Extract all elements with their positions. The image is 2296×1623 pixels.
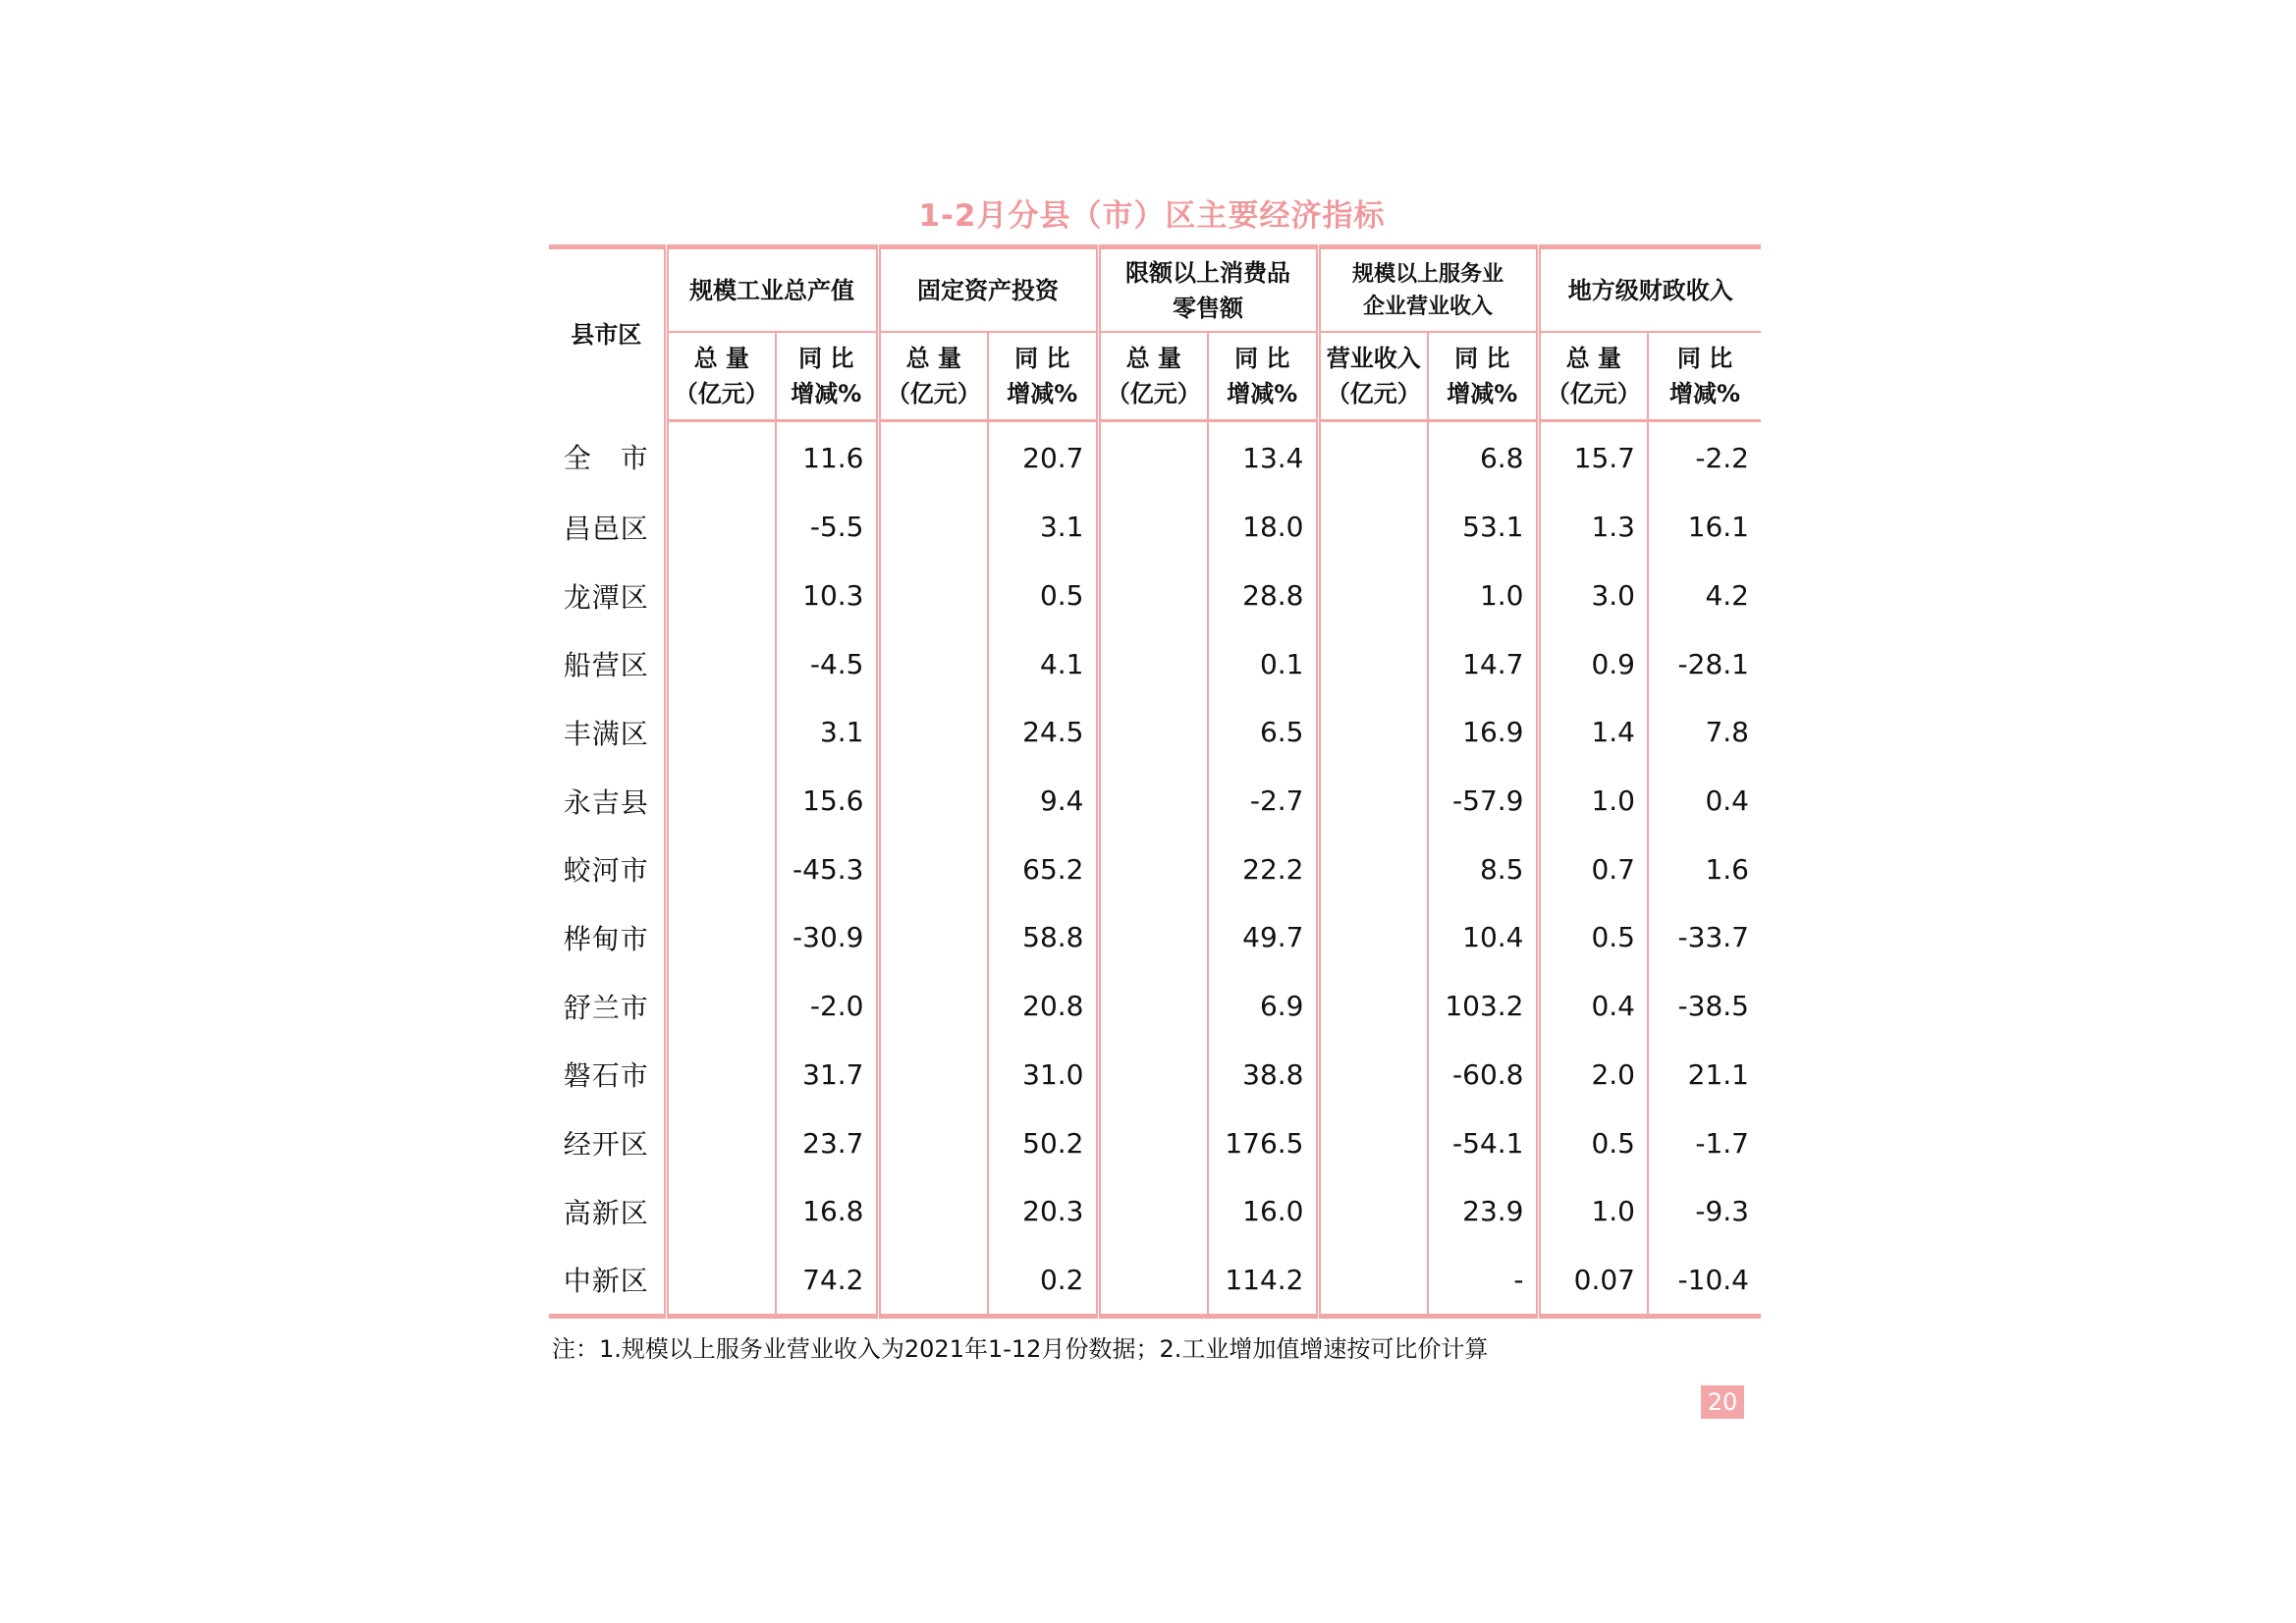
table-cell bbox=[1098, 629, 1208, 698]
table-cell: 0.7 bbox=[1538, 835, 1648, 903]
table-cell bbox=[666, 493, 776, 562]
table-cell: -5.5 bbox=[776, 493, 878, 562]
table-cell: 4.1 bbox=[988, 629, 1098, 698]
table-cell: 6.8 bbox=[1428, 421, 1538, 494]
table-cell bbox=[1318, 562, 1428, 630]
table-cell: 11.6 bbox=[776, 421, 878, 494]
row-label: 船营区 bbox=[549, 629, 666, 698]
table-cell: 0.07 bbox=[1538, 1246, 1648, 1317]
table-cell: -2.2 bbox=[1695, 441, 1749, 474]
table-cell: 10.4 bbox=[1428, 903, 1538, 972]
table-cell bbox=[878, 835, 988, 903]
table-cell: 103.2 bbox=[1428, 972, 1538, 1041]
table-cell bbox=[666, 972, 776, 1041]
table-cell bbox=[666, 421, 776, 494]
table-cell: 31.0 bbox=[988, 1041, 1098, 1109]
table-cell bbox=[1098, 562, 1208, 630]
table-cell: 9.4 bbox=[988, 767, 1098, 836]
table-cell: 10.3 bbox=[776, 562, 878, 630]
table-row bbox=[549, 629, 1761, 698]
table-cell bbox=[1318, 1246, 1428, 1317]
table-row bbox=[549, 493, 1761, 562]
table-cell: 0.4 bbox=[1705, 784, 1749, 818]
table-cell bbox=[878, 1041, 988, 1109]
table-row bbox=[549, 1041, 1761, 1109]
table-cell: 16.8 bbox=[776, 1177, 878, 1246]
table-cell bbox=[1098, 835, 1208, 903]
row-label: 磐石市 bbox=[549, 1041, 666, 1109]
row-label: 昌邑区 bbox=[549, 493, 666, 562]
table-cell: 28.8 bbox=[1208, 562, 1318, 630]
table-cell bbox=[666, 1109, 776, 1177]
table-cell bbox=[1318, 903, 1428, 972]
table-cell: 38.8 bbox=[1208, 1041, 1318, 1109]
table-cell bbox=[878, 629, 988, 698]
table-cell bbox=[878, 421, 988, 494]
table-cell bbox=[878, 1177, 988, 1246]
table-cell: 4.2 bbox=[1705, 579, 1749, 613]
table-cell bbox=[666, 767, 776, 836]
table-cell bbox=[1318, 1041, 1428, 1109]
table-cell: -33.7 bbox=[1677, 921, 1749, 954]
table-cell bbox=[1098, 1246, 1208, 1317]
table-cell: -9.3 bbox=[1695, 1195, 1749, 1228]
table-cell: 6.9 bbox=[1208, 972, 1318, 1041]
group-header-service-revenue: 规模以上服务业企业营业收入 bbox=[1318, 247, 1538, 333]
table-row bbox=[549, 767, 1761, 836]
table-cell bbox=[878, 1109, 988, 1177]
table-cell: -1.7 bbox=[1695, 1126, 1749, 1160]
table-cell: 6.5 bbox=[1208, 698, 1318, 767]
table-cell: 0.9 bbox=[1538, 629, 1648, 698]
column-header-county: 县市区 bbox=[549, 247, 666, 421]
table-cell bbox=[666, 1246, 776, 1317]
table-cell bbox=[1098, 903, 1208, 972]
table-cell: 1.4 bbox=[1538, 698, 1648, 767]
table-cell: -45.3 bbox=[776, 835, 878, 903]
table-row bbox=[549, 1246, 1761, 1317]
table-cell bbox=[1318, 835, 1428, 903]
row-label: 丰满区 bbox=[549, 698, 666, 767]
table-cell: 14.7 bbox=[1428, 629, 1538, 698]
row-label: 永吉县 bbox=[549, 767, 666, 836]
table-cell bbox=[1318, 767, 1428, 836]
table-cell: 13.4 bbox=[1208, 421, 1318, 494]
table-row bbox=[549, 1109, 1761, 1177]
table-cell: 18.0 bbox=[1208, 493, 1318, 562]
row-label: 高新区 bbox=[549, 1177, 666, 1246]
table-cell bbox=[1318, 698, 1428, 767]
table-cell: 53.1 bbox=[1428, 493, 1538, 562]
table-cell bbox=[1098, 767, 1208, 836]
table-cell: 24.5 bbox=[988, 698, 1098, 767]
table-cell: 58.8 bbox=[988, 903, 1098, 972]
table-cell: 0.4 bbox=[1538, 972, 1648, 1041]
table-cell bbox=[666, 1041, 776, 1109]
table-cell: 15.6 bbox=[776, 767, 878, 836]
subheader-cell: 同 比增减% bbox=[988, 332, 1098, 421]
row-label: 龙潭区 bbox=[549, 562, 666, 630]
table-cell: 74.2 bbox=[776, 1246, 878, 1317]
table-body bbox=[549, 421, 1761, 1317]
table-cell: 2.0 bbox=[1538, 1041, 1648, 1109]
table-cell: 20.3 bbox=[988, 1177, 1098, 1246]
group-header-retail-sales: 限额以上消费品零售额 bbox=[1098, 247, 1318, 333]
table-cell bbox=[878, 903, 988, 972]
table-cell: 0.5 bbox=[1538, 1109, 1648, 1177]
table-cell: -10.4 bbox=[1648, 1246, 1761, 1317]
subheader-cell: 总 量（亿元） bbox=[1098, 332, 1208, 421]
table-cell: 23.7 bbox=[776, 1109, 878, 1177]
table-cell bbox=[666, 835, 776, 903]
table-cell bbox=[1318, 421, 1428, 494]
table-cell bbox=[1098, 493, 1208, 562]
table-cell: -4.5 bbox=[776, 629, 878, 698]
footnote: 注：1.规模以上服务业营业收入为2021年1-12月份数据；2.工业增加值增速按可比价计算 bbox=[552, 1335, 1489, 1363]
row-label: 中新区 bbox=[549, 1246, 666, 1317]
table-cell bbox=[666, 698, 776, 767]
group-header-fixed-asset-investment: 固定资产投资 bbox=[878, 247, 1098, 333]
table-cell: 8.5 bbox=[1428, 835, 1538, 903]
table-cell bbox=[1098, 1041, 1208, 1109]
table-cell: - bbox=[1428, 1246, 1538, 1317]
table-cell bbox=[878, 1246, 988, 1317]
table-cell bbox=[1098, 698, 1208, 767]
table-cell: 23.9 bbox=[1428, 1177, 1538, 1246]
table-row bbox=[549, 1177, 1761, 1246]
table-cell: 50.2 bbox=[988, 1109, 1098, 1177]
table-cell: 22.2 bbox=[1208, 835, 1318, 903]
group-header-fiscal-revenue: 地方级财政收入 bbox=[1538, 247, 1761, 333]
economic-indicators-table bbox=[549, 244, 1761, 1319]
row-label: 舒兰市 bbox=[549, 972, 666, 1041]
table-row bbox=[549, 421, 1761, 494]
table-cell bbox=[1318, 972, 1428, 1041]
table-cell: 1.3 bbox=[1538, 493, 1648, 562]
table-cell: 176.5 bbox=[1208, 1109, 1318, 1177]
table-cell bbox=[878, 698, 988, 767]
page-title: 1-2月分县（市）区主要经济指标 bbox=[918, 198, 1386, 234]
table-cell bbox=[1098, 1177, 1208, 1246]
table-cell: 114.2 bbox=[1208, 1246, 1318, 1317]
subheader-cell: 同 比增减% bbox=[776, 332, 878, 421]
table-row bbox=[549, 972, 1761, 1041]
table-cell: 31.7 bbox=[776, 1041, 878, 1109]
table-cell bbox=[1318, 493, 1428, 562]
table-cell: -2.7 bbox=[1208, 767, 1318, 836]
table-cell: 20.7 bbox=[988, 421, 1098, 494]
page-number: 20 bbox=[1701, 1385, 1744, 1419]
table-cell: 49.7 bbox=[1208, 903, 1318, 972]
table-cell bbox=[666, 562, 776, 630]
table-cell: 3.1 bbox=[988, 493, 1098, 562]
table-cell: -60.8 bbox=[1428, 1041, 1538, 1109]
table-cell: -30.9 bbox=[776, 903, 878, 972]
table-cell bbox=[1098, 972, 1208, 1041]
table-cell bbox=[666, 903, 776, 972]
table-cell: 16.9 bbox=[1428, 698, 1538, 767]
table-cell: -38.5 bbox=[1677, 990, 1749, 1023]
table-cell: 15.7 bbox=[1538, 421, 1648, 494]
table-cell: 20.8 bbox=[988, 972, 1098, 1041]
table-cell: -28.1 bbox=[1677, 647, 1749, 680]
table-row bbox=[549, 903, 1761, 972]
row-label: 全 市 bbox=[549, 421, 666, 494]
table-cell: 21.1 bbox=[1687, 1057, 1749, 1091]
table-cell: 0.5 bbox=[1538, 903, 1648, 972]
table-cell: 1.6 bbox=[1705, 852, 1749, 886]
table-row bbox=[549, 562, 1761, 630]
table-cell bbox=[1098, 421, 1208, 494]
table-cell bbox=[1318, 1109, 1428, 1177]
table-cell: 0.5 bbox=[988, 562, 1098, 630]
table-cell bbox=[878, 493, 988, 562]
table-cell bbox=[878, 972, 988, 1041]
row-label: 蛟河市 bbox=[549, 835, 666, 903]
table-cell bbox=[666, 1177, 776, 1246]
table-cell: -57.9 bbox=[1428, 767, 1538, 836]
table-row bbox=[549, 835, 1761, 903]
subheader-cell: 总 量（亿元） bbox=[1538, 332, 1648, 421]
row-label: 桦甸市 bbox=[549, 903, 666, 972]
group-header-industrial-output: 规模工业总产值 bbox=[666, 247, 878, 333]
table-cell: 0.1 bbox=[1208, 629, 1318, 698]
table-cell: 3.1 bbox=[776, 698, 878, 767]
table-cell: 1.0 bbox=[1538, 1177, 1648, 1246]
subheader-cell: 总 量（亿元） bbox=[878, 332, 988, 421]
table-cell: -54.1 bbox=[1428, 1109, 1538, 1177]
table-cell bbox=[1318, 1177, 1428, 1246]
economic-indicators-table-wrapper bbox=[549, 244, 1758, 1319]
table-cell: -2.0 bbox=[776, 972, 878, 1041]
subheader-cell: 同 比增减% bbox=[1428, 332, 1538, 421]
table-cell bbox=[1098, 1109, 1208, 1177]
table-cell: 1.0 bbox=[1538, 767, 1648, 836]
row-label: 经开区 bbox=[549, 1109, 666, 1177]
table-row bbox=[549, 698, 1761, 767]
table-cell bbox=[878, 767, 988, 836]
subheader-cell: 同 比增减% bbox=[1208, 332, 1318, 421]
table-cell bbox=[878, 562, 988, 630]
subheader-cell: 同 比增减% bbox=[1648, 332, 1761, 421]
table-cell: 65.2 bbox=[988, 835, 1098, 903]
table-cell: 1.0 bbox=[1428, 562, 1538, 630]
table-cell: 0.2 bbox=[988, 1246, 1098, 1317]
subheader-cell: 营业收入（亿元） bbox=[1318, 332, 1428, 421]
table-cell: 7.8 bbox=[1705, 716, 1749, 749]
table-cell: 16.1 bbox=[1687, 511, 1749, 544]
table-cell bbox=[666, 629, 776, 698]
table-cell: 3.0 bbox=[1538, 562, 1648, 630]
subheader-cell: 总 量（亿元） bbox=[666, 332, 776, 421]
table-cell bbox=[1318, 629, 1428, 698]
table-cell: 16.0 bbox=[1208, 1177, 1318, 1246]
